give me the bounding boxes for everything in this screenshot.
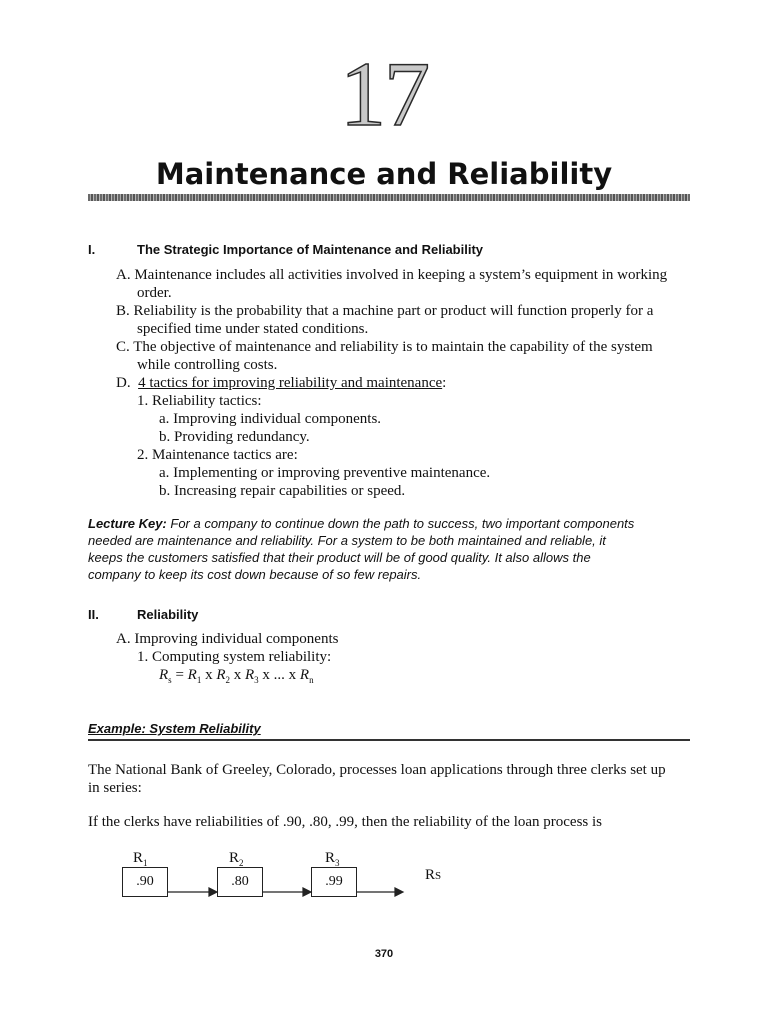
sub-item-2: 2. Maintenance tactics are: [137, 447, 298, 463]
formula-r2: R [216, 667, 226, 683]
system-reliability-label: RS [425, 867, 442, 883]
section-1-title: The Strategic Importance of Maintenance and Reliability [137, 242, 484, 257]
lecture-key-line-3: keeps the customers satisfied that their product will be of good quality. It also allows the [88, 550, 591, 565]
example-heading-text: Example: System Reliability [88, 721, 261, 736]
item-c-line-2: while controlling costs. [137, 357, 278, 373]
page-number: 370 [374, 948, 394, 960]
chapter-number: 17 [340, 43, 428, 145]
formula-x1: x [201, 667, 217, 683]
example-para-2: If the clerks have reliabilities of .90, .80, .99, then the reliability of the loan process is [88, 814, 603, 830]
sub-item-2a: a. Implementing or improving preventive maintenance. [159, 465, 491, 481]
item-a-line-2: order. [137, 285, 172, 301]
lecture-key-line-2: needed are maintenance and reliability. For a system to be both maintained and reliable, it [88, 533, 606, 548]
formula-rs-sub: s [168, 675, 172, 685]
sub-item-1: 1. Reliability tactics: [137, 393, 262, 409]
formula-eq: = [171, 667, 188, 683]
formula-r3-sub: 3 [254, 675, 259, 685]
chapter-title: Maintenance and Reliability [155, 157, 613, 191]
item-c-line-1: C. The objective of maintenance and reliability is to maintain the capability of the system [116, 339, 653, 355]
formula-rn-sub: n [309, 675, 314, 685]
section-2-item-1: 1. Computing system reliability: [137, 649, 332, 665]
example-para-1-line-1: The National Bank of Greeley, Colorado, processes loan applications through three clerks set up [88, 762, 666, 778]
section-2-numeral: II. [88, 607, 99, 622]
arrow-2-head [303, 888, 311, 896]
lecture-key-line-1: For a company to continue down the path to success, two important components [170, 516, 635, 531]
sub-item-1b: b. Providing redundancy. [159, 429, 310, 445]
clerk-3-label: $R_3$ [325, 850, 340, 868]
item-b-line-1: B. Reliability is the probability that a machine part or product will function properly for a [116, 303, 654, 319]
clerk-1-label: $R_1$ [133, 850, 148, 868]
lecture-key-line-4: company to keep its cost down because of so few repairs. [88, 567, 422, 582]
formula-r1: R [187, 667, 197, 683]
item-d-text: 4 tactics for improving reliability and maintenance [138, 375, 443, 391]
sub-item-2b: b. Increasing repair capabilities or speed. [159, 483, 406, 499]
formula-rn: R [299, 667, 310, 683]
arrow-3-head [395, 888, 403, 896]
clerk-2-label: $R_2$ [229, 850, 244, 868]
sub-item-1a: a. Improving individual components. [159, 411, 382, 427]
formula-rs: R [159, 667, 169, 683]
item-a-line-1: A. Maintenance includes all activities involved in keeping a system’s equipment in working [116, 267, 668, 283]
lecture-key-label: Lecture Key: [88, 516, 167, 531]
item-b-line-2: specified time under stated conditions. [137, 321, 369, 337]
section-2-title: Reliability [137, 607, 199, 622]
clerk-2-box: .80 [217, 867, 263, 897]
formula-x3: x ... x [258, 667, 300, 683]
section-2-item-a: A. Improving individual components [116, 631, 339, 647]
clerk-1-box: .90 [122, 867, 168, 897]
item-d-label: D. [116, 375, 131, 391]
formula-r3: R [245, 667, 255, 683]
formula-r2-sub: 2 [225, 675, 230, 685]
example-para-1-line-2: in series: [88, 780, 142, 796]
section-1-numeral: I. [88, 242, 96, 257]
arrow-1-head [209, 888, 217, 896]
clerk-3-box: .99 [311, 867, 357, 897]
formula-r1-sub: 1 [196, 675, 202, 685]
formula-x2: x [230, 667, 245, 683]
item-d-colon: : [442, 375, 447, 391]
